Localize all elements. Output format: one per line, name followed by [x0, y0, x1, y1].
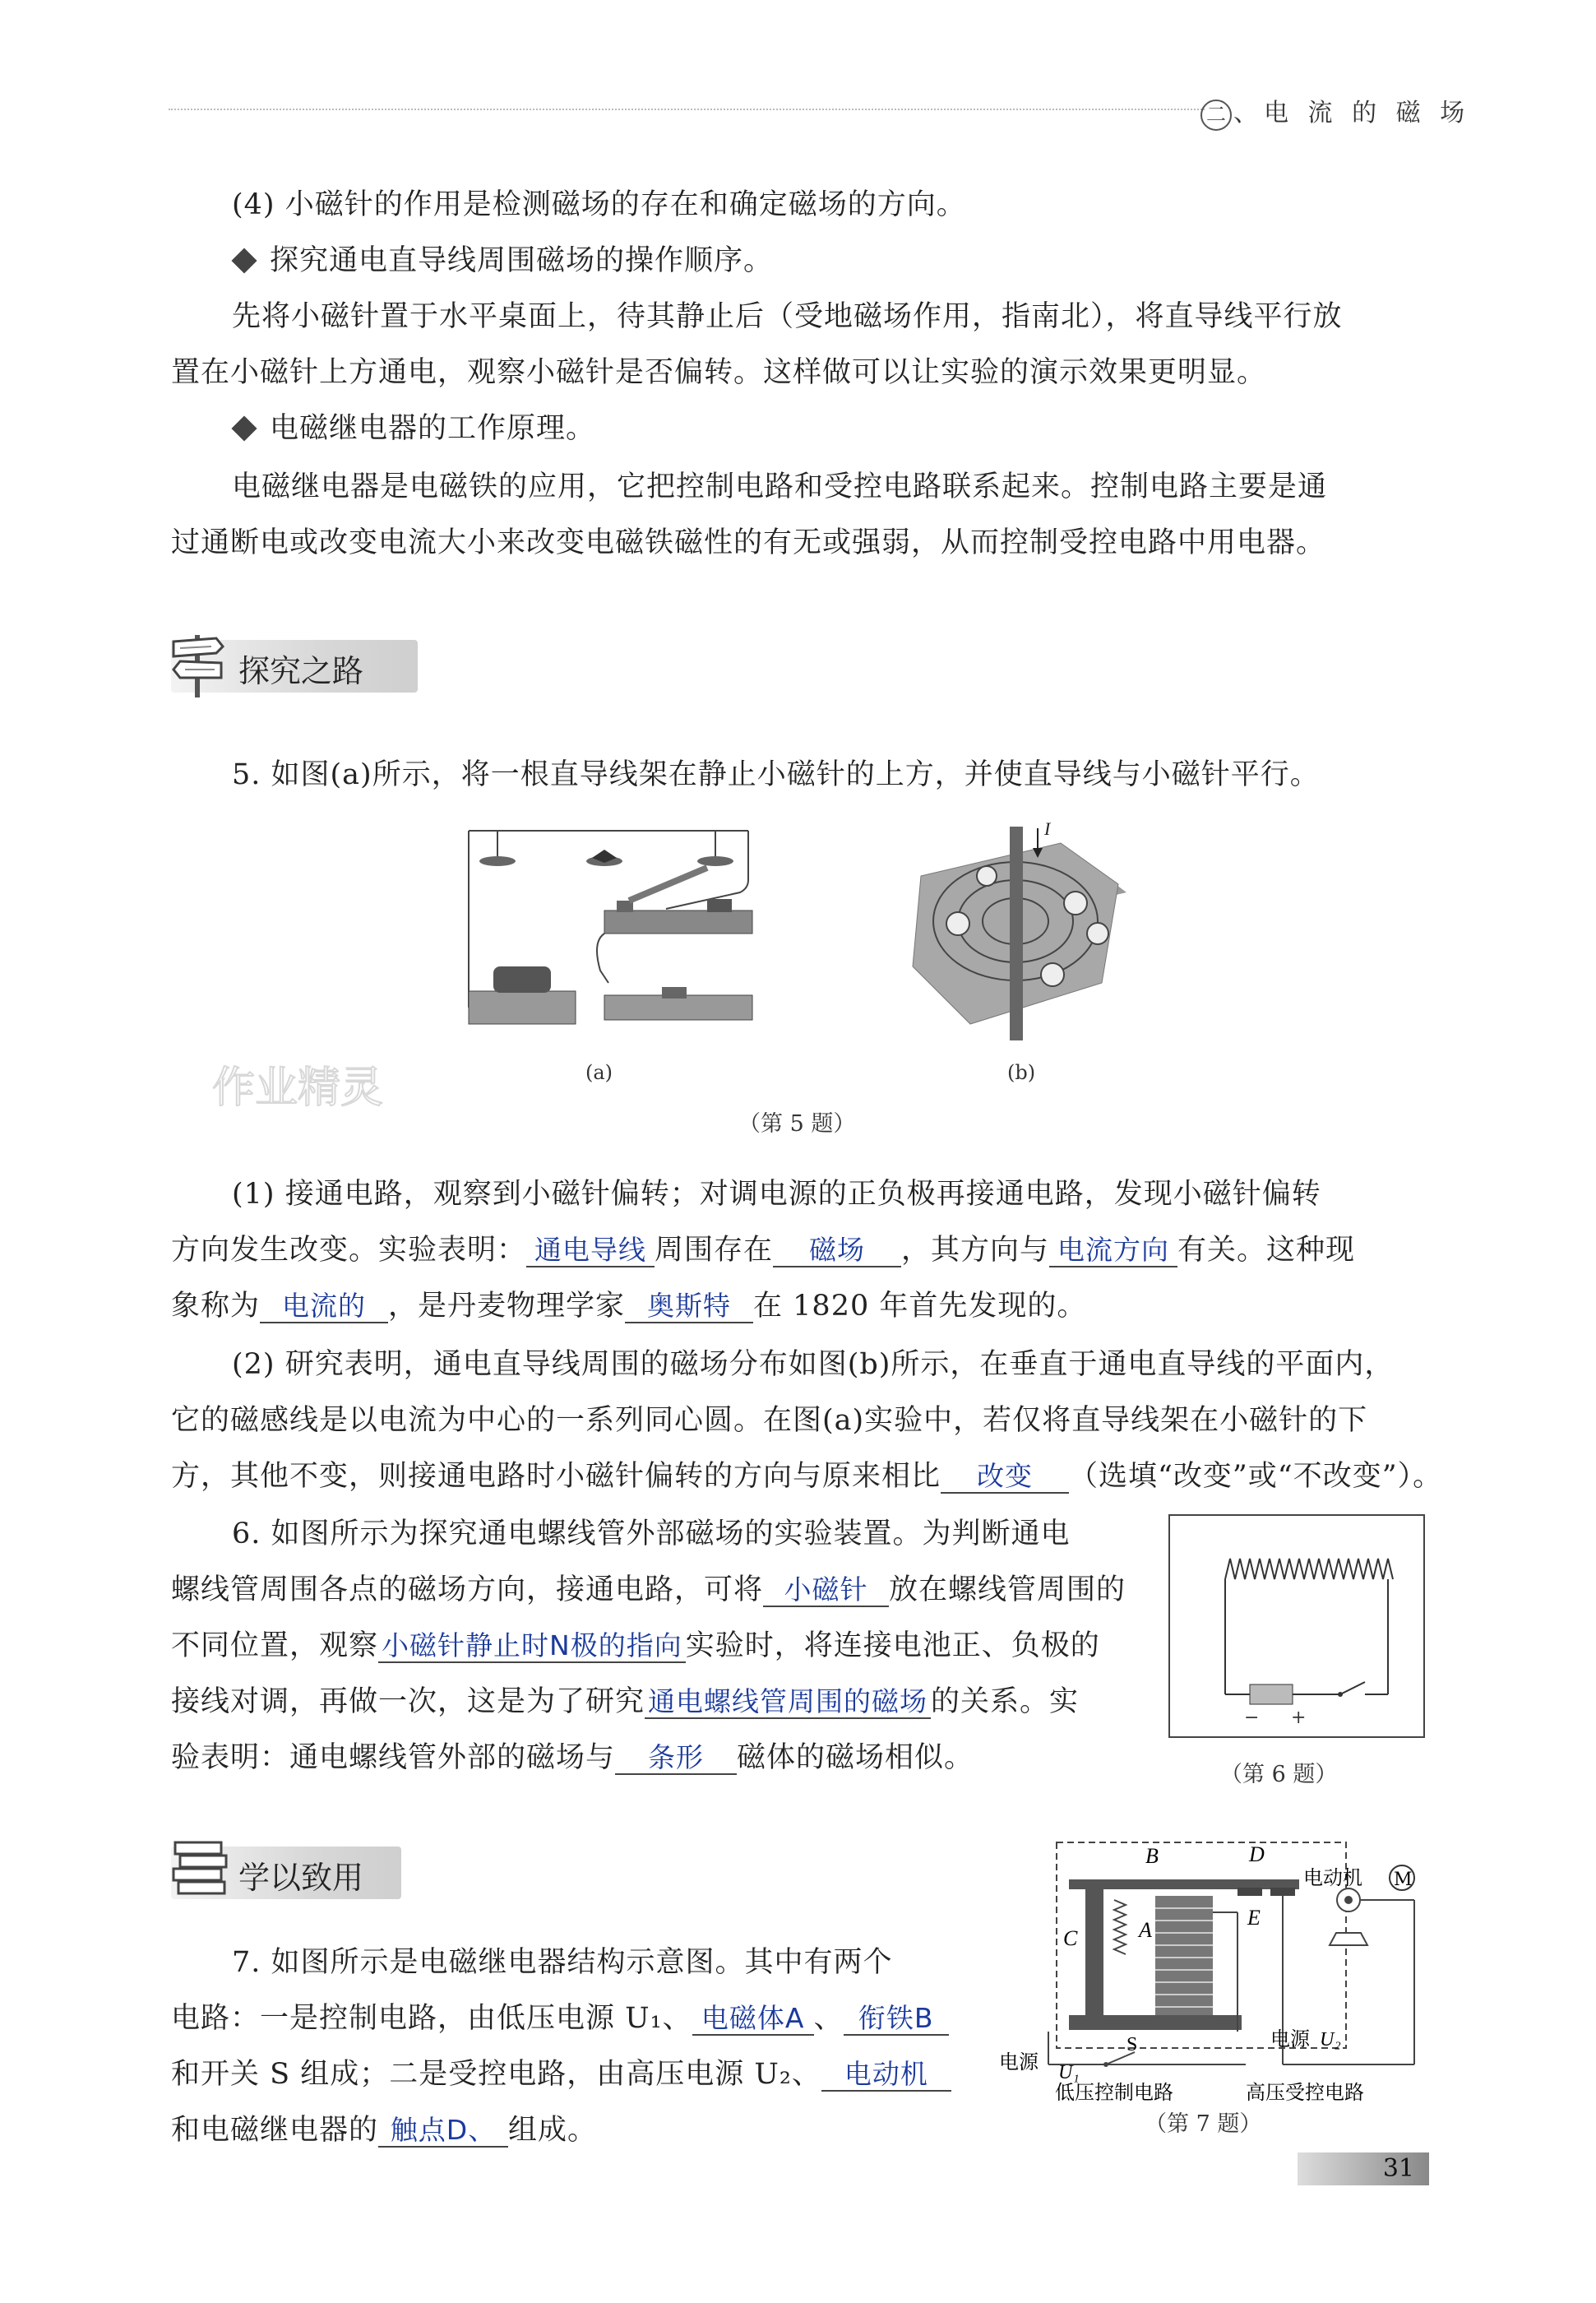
label-low-circuit: 低压控制电路	[1055, 2081, 1173, 2101]
label-A: A	[1139, 1918, 1152, 1942]
q5-stem: 5. 如图(a)所示，将一根直导线架在静止小磁针的上方，并使直导线与小磁针平行。	[232, 758, 1320, 791]
answer-blank: 电流方向	[1049, 1235, 1177, 1267]
q6-caption: （第 6 题）	[1220, 1762, 1338, 1787]
q6-line1: 6. 如图所示为探究通电螺线管外部磁场的实验装置。为判断通电	[232, 1518, 1071, 1550]
answer-blank: 电动机	[821, 2059, 951, 2092]
answer-blank: 小磁针静止时N极的指向	[378, 1630, 686, 1663]
q5-fig-a-label: (a)	[585, 1061, 613, 1084]
section-title-explore: 探究之路	[238, 653, 364, 689]
answer-blank: 改变	[941, 1461, 1069, 1494]
q7-line1: 7. 如图所示是电磁继电器结构示意图。其中有两个	[232, 1946, 893, 1979]
section-title-apply: 学以致用	[238, 1860, 364, 1896]
answer-blank: 通电导线	[526, 1235, 655, 1267]
label-D: D	[1249, 1842, 1265, 1866]
header-rule	[169, 109, 1205, 110]
q7-line2: 电路：一是控制电路，由低压电源 U₁、 电磁体A 、 衔铁B	[171, 2000, 949, 2037]
label-source2: 电源	[1270, 2027, 1310, 2050]
q7-line4: 和电磁继电器的 触点D、 组成。	[171, 2114, 598, 2147]
label-U2: U₂	[1320, 2029, 1341, 2050]
intro-point-4: (4) 小磁针的作用是检测磁场的存在和确定磁场的方向。	[232, 188, 966, 221]
label-C: C	[1063, 1926, 1078, 1950]
q7-line3: 和开关 S 组成；二是受控电路，由高压电源 U₂、 电动机	[171, 2056, 951, 2092]
battery-minus: −	[1244, 1708, 1260, 1728]
q6-line2: 螺线管周围各点的磁场方向，接通电路，可将 小磁针 放在螺线管周围的	[171, 1573, 1126, 1606]
motor-symbol: M	[1394, 1870, 1413, 1890]
signpost-icon	[169, 627, 228, 701]
running-header	[1200, 92, 1470, 131]
q5-part2-line1: (2) 研究表明，通电直导线周围的磁场分布如图(b)所示，在垂直于通电直导线的平面内，	[232, 1348, 1395, 1381]
answer-blank: 触点D、	[378, 2115, 508, 2148]
intro-para1-line1: 先将小磁针置于水平桌面上，待其静止后（受地磁场作用，指南北），将直导线平行放	[232, 300, 1343, 333]
q5-part1-line1: (1) 接通电路，观察到小磁针偏转；对调电源的正负极再接通电路，发现小磁针偏转	[232, 1178, 1321, 1211]
intro-bullet-2: 电磁继电器的工作原理。	[232, 410, 595, 447]
label-U1: U₁	[1058, 2062, 1080, 2083]
q5-figure-b	[896, 810, 1143, 1045]
answer-blank: 磁场	[773, 1235, 901, 1267]
label-high-circuit: 高压受控电路	[1246, 2081, 1364, 2101]
diamond-bullet-icon	[231, 415, 257, 441]
answer-blank: 衔铁B	[844, 2003, 949, 2036]
intro-para2-line1: 电磁继电器是电磁铁的应用，它把控制电路和受控电路联系起来。控制电路主要是通	[232, 470, 1328, 503]
q5-part2-line2: 它的磁感线是以电流为中心的一系列同心圆。在图(a)实验中，若仅将直导线架在小磁针的下	[171, 1404, 1368, 1437]
q7-relay-diagram	[999, 1830, 1427, 2101]
answer-blank: 通电螺线管周围的磁场	[645, 1686, 931, 1719]
q7-caption: （第 7 题）	[1145, 2111, 1262, 2137]
current-label: I	[1044, 818, 1051, 839]
q6-line3: 不同位置，观察 小磁针静止时N极的指向 实验时，将连接电池正、负极的	[171, 1629, 1100, 1662]
q6-line4: 接线对调，再做一次，这是为了研究 通电螺线管周围的磁场 的关系。实	[171, 1685, 1080, 1718]
intro-bullet-1: 探究通电直导线周围磁场的操作顺序。	[232, 243, 773, 279]
svg-text:作业精灵: 作业精灵	[212, 1063, 384, 1113]
label-S: S	[1126, 2034, 1138, 2055]
chapter-circle: 二	[1200, 100, 1232, 131]
chapter-title: 、电 流 的 磁 场	[1233, 99, 1471, 127]
q5-fig-b-label: (b)	[1007, 1061, 1036, 1084]
label-source1: 电源	[999, 2050, 1039, 2074]
answer-blank: 奥斯特	[625, 1291, 753, 1323]
intro-para2-line2: 过通断电或改变电流大小来改变电磁铁磁性的有无或强弱，从而控制受控电路中用电器。	[171, 526, 1326, 559]
q5-part2-line3: 方，其他不变，则接通电路时小磁针偏转的方向与原来相比 改变 （选填“改变”或“不改变”）。	[171, 1460, 1443, 1493]
books-icon	[169, 1836, 234, 1902]
q5-caption: （第 5 题）	[738, 1111, 856, 1137]
q6-figure	[1168, 1513, 1427, 1744]
answer-blank: 电流的	[260, 1291, 388, 1323]
answer-blank: 电磁体A	[692, 2003, 814, 2036]
label-motor: 电动机	[1303, 1866, 1362, 1889]
watermark-logo	[212, 1057, 426, 1123]
diamond-bullet-icon	[231, 248, 257, 273]
battery-plus: +	[1291, 1708, 1307, 1728]
label-E: E	[1247, 1906, 1261, 1930]
label-B: B	[1145, 1844, 1159, 1868]
answer-blank: 条形	[615, 1742, 737, 1775]
answer-blank: 小磁针	[763, 1574, 889, 1607]
page-number: 31	[1382, 2154, 1414, 2183]
intro-para1-line2: 置在小磁针上方通电，观察小磁针是否偏转。这样做可以让实验的演示效果更明显。	[171, 356, 1267, 389]
q5-figure-a	[460, 818, 756, 1049]
page-number-box	[1298, 2152, 1429, 2185]
q6-line5: 验表明：通电螺线管外部的磁场与 条形 磁体的磁场相似。	[171, 1741, 974, 1774]
q5-part1-line3: 象称为 电流的 ，是丹麦物理学家 奥斯特 在 1820 年首先发现的。	[171, 1290, 1087, 1323]
q5-part1-line2: 方向发生改变。实验表明： 通电导线 周围存在 磁场 ，其方向与 电流方向 有关。这种现	[171, 1234, 1356, 1267]
